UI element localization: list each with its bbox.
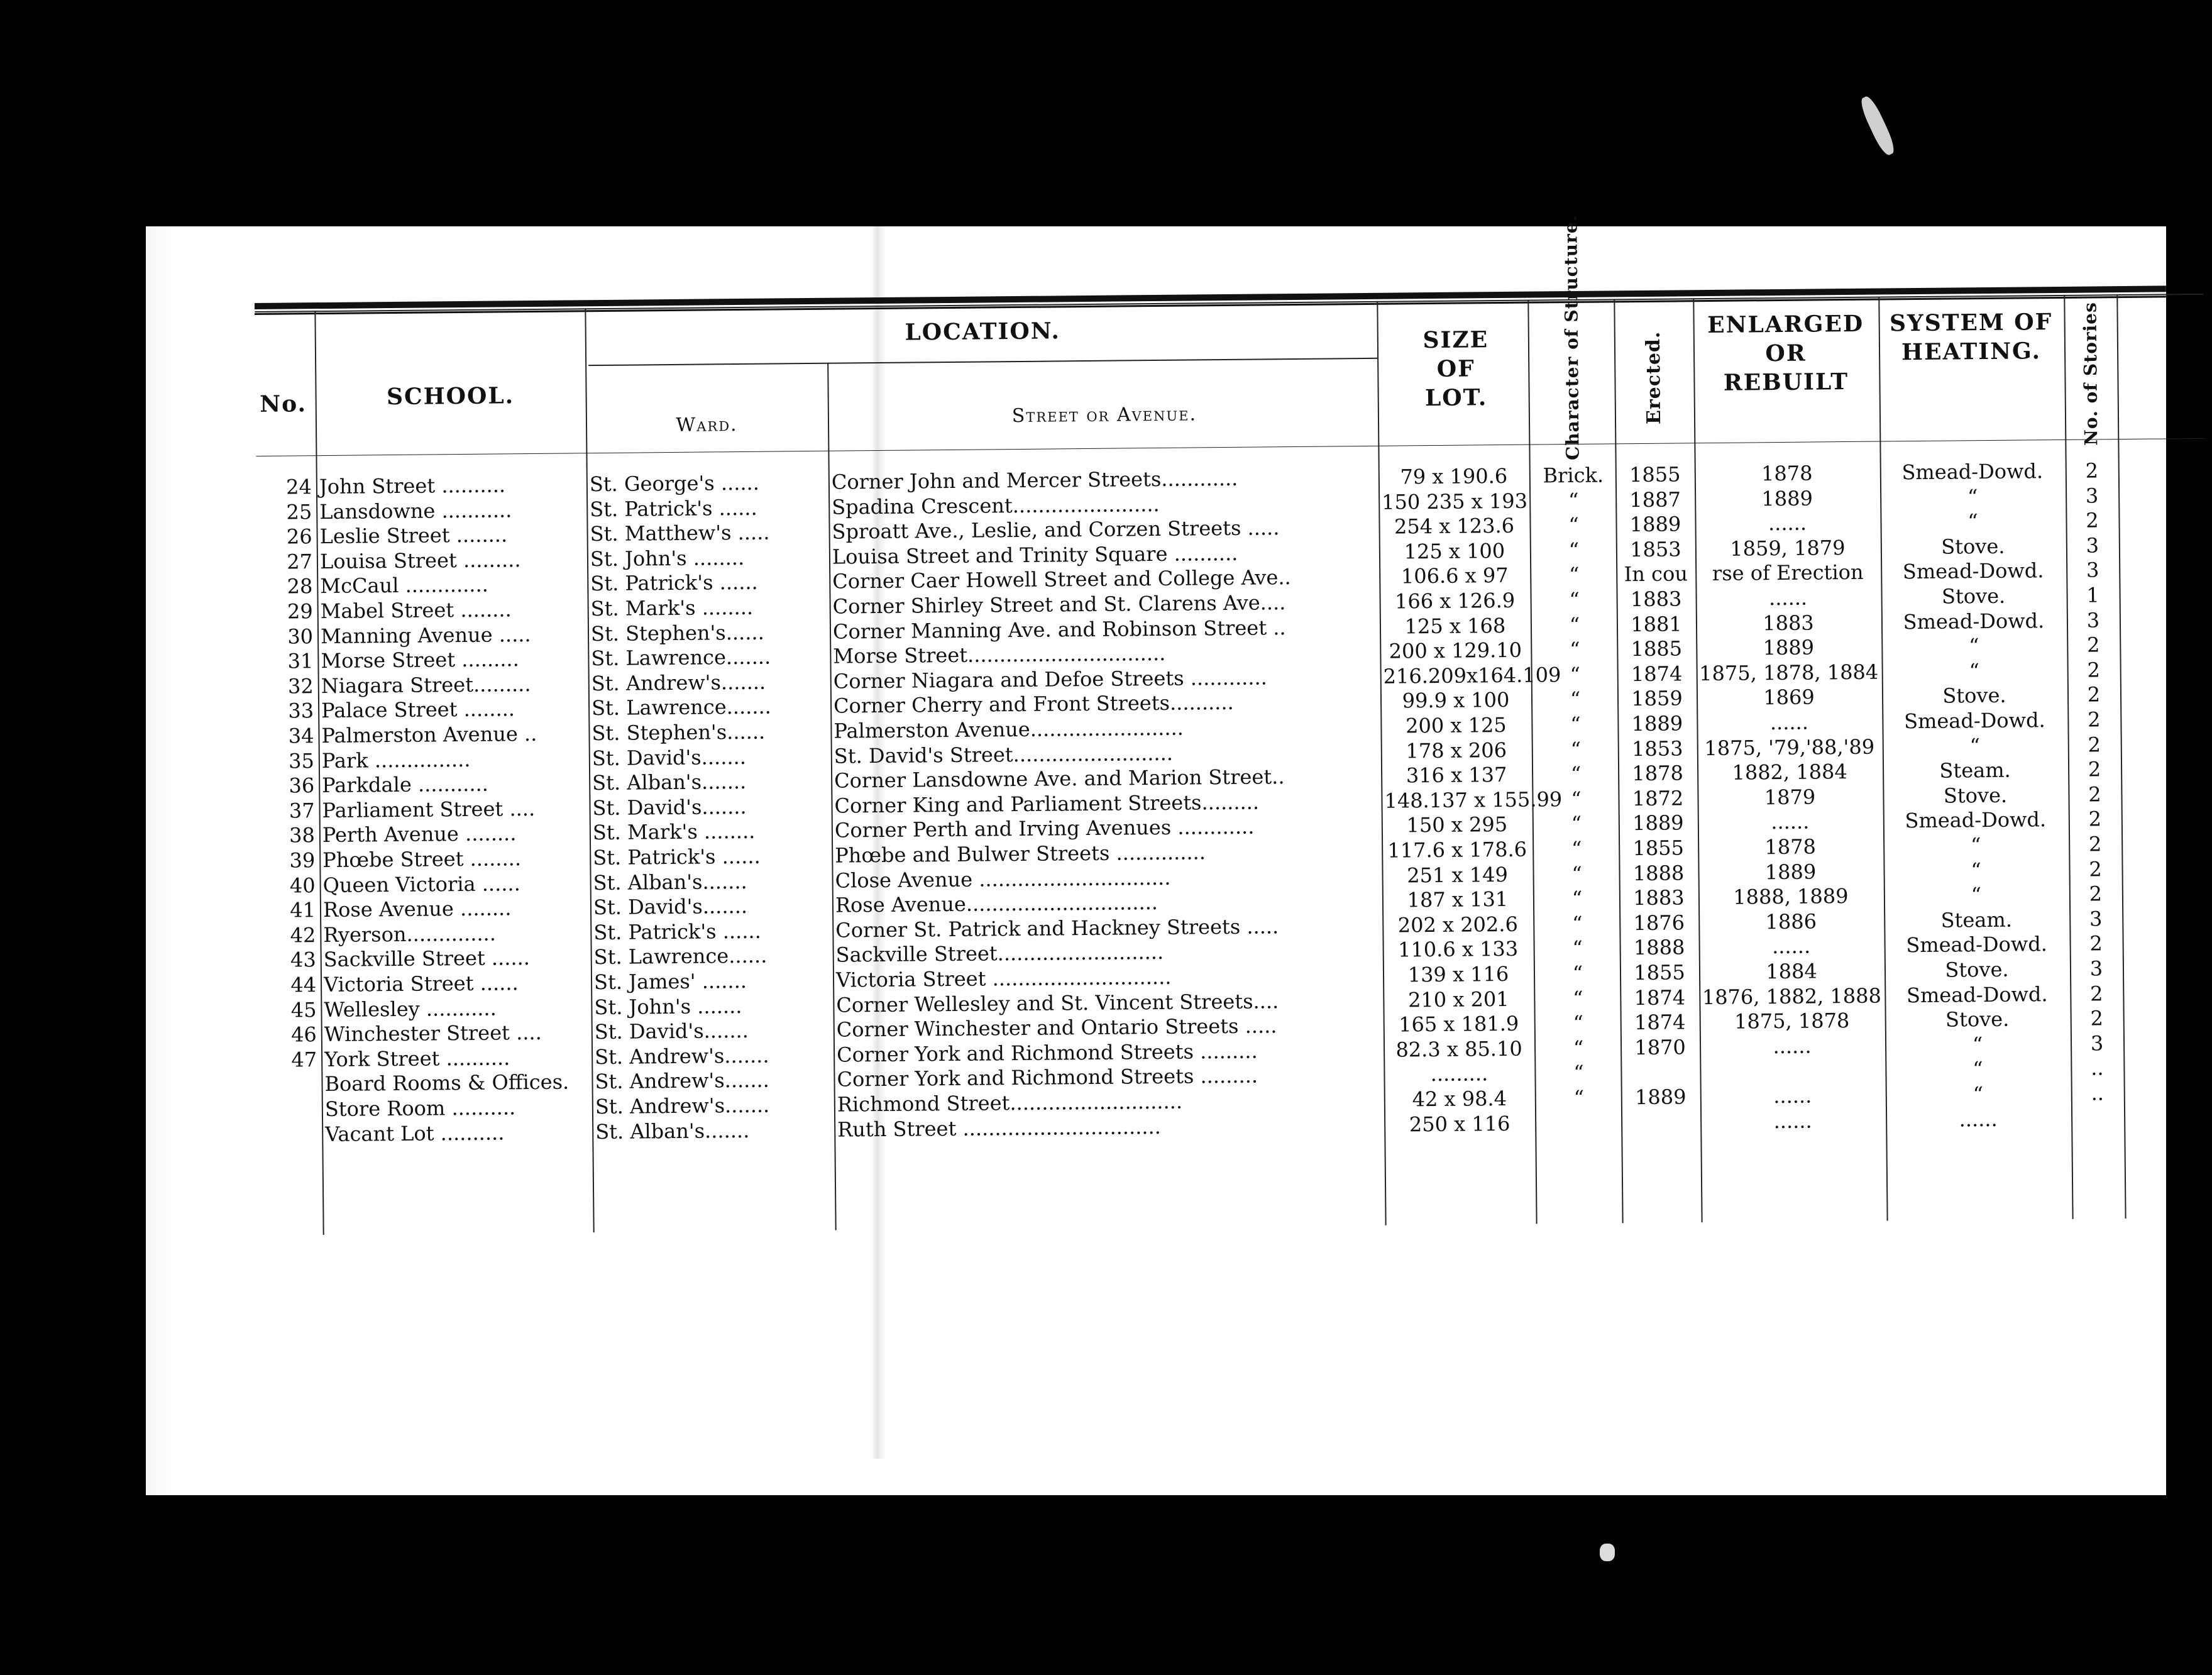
- cell-school: Victoria Street ......: [323, 971, 519, 997]
- cell-street: Corner York and Richmond Streets .........: [836, 1039, 1258, 1067]
- cell-erected: 1883: [1633, 885, 1685, 910]
- cell-no: 43: [290, 948, 316, 972]
- cell-ward: St. Stephen's......: [590, 620, 764, 646]
- cell-school: Board Rooms & Offices.: [324, 1070, 570, 1097]
- cell-heating: Stove.: [1943, 783, 2008, 808]
- cell-ward: St. Patrick's ......: [590, 495, 757, 521]
- cell-enlarged: rse of Erection: [1712, 560, 1864, 586]
- cell-street: Louisa Street and Trinity Square ..........: [832, 541, 1238, 569]
- cell-no: 36: [289, 773, 315, 798]
- cell-street: Corner Manning Ave. and Robinson Street ..: [832, 615, 1286, 644]
- cell-size: 250 x 116: [1409, 1111, 1510, 1136]
- cell-street: Corner Caer Howell Street and College Ave..: [832, 565, 1291, 594]
- cell-character: “: [1571, 812, 1582, 836]
- cell-heating: Steam.: [1939, 758, 2011, 783]
- cell-street: Corner St. Patrick and Hackney Streets .....: [835, 914, 1279, 943]
- cell-stories: 3: [2089, 956, 2103, 981]
- cell-school: Perth Avenue ........: [322, 821, 517, 848]
- cell-no: 38: [289, 823, 316, 848]
- cell-school: Niagara Street.........: [321, 672, 531, 698]
- header-enlarged: ENLARGED OR REBUILT: [1707, 310, 1864, 396]
- cell-ward: St. Patrick's ......: [590, 570, 758, 596]
- cell-character: Brick.: [1543, 463, 1604, 488]
- cell-ward: St. John's .......: [594, 993, 742, 1019]
- cell-heating: “: [1971, 883, 1982, 907]
- cell-size: 139 x 116: [1407, 961, 1509, 987]
- cell-school: Store Room ..........: [324, 1095, 516, 1122]
- cell-size: 79 x 190.6: [1400, 463, 1508, 489]
- cell-enlarged: 1876, 1882, 1888: [1702, 983, 1882, 1009]
- cell-ward: St. Mark's ........: [590, 595, 754, 621]
- cell-erected: 1889: [1634, 1085, 1687, 1110]
- cell-enlarged: 1879: [1764, 785, 1816, 810]
- cell-size: 82.3 x 85.10: [1395, 1036, 1522, 1062]
- cell-stories: 2: [2086, 508, 2099, 533]
- cell-character: “: [1568, 563, 1580, 587]
- cell-erected: 1855: [1632, 836, 1685, 861]
- cell-heating: Stove.: [1945, 957, 2009, 982]
- header-character: Character of Structure.: [1560, 214, 1583, 461]
- cell-heating: Smead-Dowd.: [1905, 807, 2047, 833]
- cell-enlarged: 1878: [1764, 834, 1817, 860]
- cell-ward: St. Patrick's ......: [593, 844, 761, 870]
- cell-no: 28: [287, 574, 313, 599]
- cell-no: 37: [289, 798, 315, 823]
- cell-heating: Smead-Dowd.: [1902, 558, 2044, 584]
- cell-enlarged: 1882, 1884: [1732, 760, 1847, 785]
- cell-stories: 2: [2089, 981, 2103, 1006]
- header-stories: No. of Stories: [2079, 302, 2102, 446]
- cell-school: Morse Street .........: [321, 647, 519, 673]
- cell-school: Ryerson..............: [323, 921, 497, 947]
- cell-size: .........: [1430, 1061, 1488, 1086]
- cell-school: Palmerston Avenue ..: [321, 721, 537, 748]
- cell-enlarged: ......: [1773, 1108, 1812, 1133]
- header-street: Street or Avenue.: [1011, 403, 1197, 428]
- cell-ward: St. Patrick's ......: [593, 919, 761, 944]
- cell-school: John Street ..........: [319, 473, 506, 499]
- cell-character: “: [1571, 861, 1582, 886]
- cell-ward: St. Mark's ........: [592, 819, 756, 845]
- cell-no: 25: [286, 499, 312, 524]
- cell-size: 166 x 126.9: [1394, 588, 1516, 614]
- cell-erected: 1883: [1630, 587, 1682, 612]
- cell-street: Phœbe and Bulwer Streets ..............: [835, 840, 1206, 868]
- cell-stories: 3: [2086, 533, 2099, 558]
- cell-enlarged: 1886: [1765, 909, 1817, 934]
- cell-heating: Steam.: [1940, 907, 2013, 932]
- cell-erected: 1874: [1634, 1010, 1686, 1035]
- cell-school: Palace Street ........: [321, 697, 515, 723]
- cell-size: 117.6 x 178.6: [1387, 837, 1527, 863]
- cell-erected: 1855: [1634, 960, 1685, 985]
- cell-ward: St. David's.......: [592, 744, 747, 770]
- cell-size: 148.137 x 155.99: [1384, 787, 1563, 813]
- cell-ward: St. David's.......: [592, 794, 747, 820]
- cell-erected: 1855: [1629, 462, 1681, 487]
- cell-stories: 2: [2088, 807, 2102, 831]
- cell-enlarged: 1889: [1763, 635, 1815, 660]
- cell-no: 29: [287, 599, 313, 624]
- cell-erected: In cou: [1624, 561, 1688, 587]
- cell-stories: 2: [2087, 682, 2101, 707]
- cell-stories: 3: [2086, 607, 2100, 633]
- cell-no: 44: [290, 973, 317, 997]
- cell-erected: 1888: [1632, 860, 1685, 885]
- cell-ward: St. Andrew's.......: [595, 1068, 770, 1094]
- cell-heating: “: [1972, 1032, 1983, 1057]
- cell-school: Leslie Street ........: [319, 522, 508, 549]
- cell-erected: 1859: [1631, 686, 1683, 711]
- cell-character: “: [1568, 513, 1579, 538]
- cell-heating: “: [1969, 658, 1980, 683]
- cell-heating: Smead-Dowd.: [1906, 932, 2048, 958]
- cell-stories: 2: [2085, 458, 2099, 483]
- cell-street: Sackville Street..........................: [835, 940, 1164, 968]
- cell-enlarged: 1875, '79,'88,'89: [1704, 734, 1875, 760]
- cell-heating: “: [1968, 634, 1979, 658]
- cell-no: 30: [287, 624, 314, 649]
- cell-ward: St. Andrew's.......: [594, 1043, 769, 1069]
- cell-school: Phœbe Street ........: [322, 846, 522, 873]
- cell-heating: Stove.: [1942, 683, 2006, 709]
- cell-erected: 1853: [1631, 736, 1683, 761]
- cell-erected: 1881: [1631, 612, 1682, 636]
- cell-stories: 2: [2088, 782, 2101, 807]
- cell-street: Corner Wellesley and St. Vincent Streets....: [836, 988, 1279, 1017]
- cell-size: 254 x 123.6: [1394, 514, 1515, 539]
- cell-no: 31: [287, 649, 314, 673]
- cell-school: Vacant Lot ..........: [325, 1120, 505, 1146]
- cell-school: Parliament Street ....: [322, 796, 536, 822]
- cell-school: Winchester Street ....: [324, 1020, 542, 1047]
- cell-ward: St. James' .......: [593, 968, 747, 995]
- cell-character: “: [1573, 986, 1583, 1010]
- cell-heating: “: [1971, 858, 1981, 882]
- cell-character: “: [1573, 1011, 1584, 1036]
- cell-heating: “: [1973, 1082, 1984, 1107]
- cell-street: Close Avenue ..............................: [835, 865, 1171, 893]
- cell-no: 42: [290, 922, 316, 948]
- header-location: LOCATION.: [905, 318, 1061, 346]
- cell-stories: 2: [2089, 856, 2102, 882]
- header-bottom-rule: [256, 438, 2204, 456]
- cell-enlarged: 1875, 1878: [1734, 1009, 1850, 1034]
- cell-character: “: [1571, 836, 1582, 861]
- cell-size: 150 235 x 193: [1382, 489, 1528, 514]
- cell-stories: [2072, 1105, 2123, 1106]
- cell-stories: 3: [2086, 558, 2099, 582]
- cell-enlarged: 1883: [1763, 611, 1814, 635]
- cell-erected: 1878: [1632, 761, 1684, 786]
- header-school: SCHOOL.: [386, 382, 515, 411]
- cell-no: 39: [289, 848, 316, 873]
- cell-stories: 2: [2088, 757, 2101, 782]
- cell-stories: 3: [2085, 483, 2099, 508]
- cell-stories: 2: [2089, 882, 2103, 906]
- cell-enlarged: ......: [1773, 1034, 1812, 1058]
- cell-ward: St. Alban's.......: [593, 869, 747, 895]
- page-edge: [146, 226, 172, 1495]
- cell-erected: 1889: [1632, 810, 1684, 836]
- cell-erected: [1622, 1059, 1698, 1060]
- cell-no: [261, 1072, 317, 1073]
- cell-size: 110.6 x 133: [1397, 937, 1519, 962]
- cell-school: Wellesley ...........: [324, 996, 497, 1022]
- cell-stories: 2: [2090, 1006, 2104, 1031]
- cell-erected: 1874: [1631, 661, 1683, 686]
- cell-erected: 1853: [1630, 537, 1681, 561]
- cell-ward: St. Alban's.......: [592, 770, 747, 795]
- cell-stories: 2: [2088, 732, 2101, 757]
- cell-enlarged: ......: [1771, 809, 1810, 834]
- cell-no: 46: [290, 1022, 317, 1047]
- cell-size: 150 x 295: [1406, 812, 1508, 838]
- cell-no: 47: [291, 1047, 317, 1072]
- cell-heating: “: [1967, 484, 1978, 509]
- cell-no: 32: [287, 673, 314, 699]
- cell-heating: Stove.: [1941, 583, 2006, 609]
- cell-street: Corner John and Mercer Streets............: [831, 466, 1238, 494]
- cell-heating: “: [1967, 509, 1978, 534]
- cell-size: 216.209x164.109: [1383, 662, 1561, 688]
- cell-erected: 1872: [1632, 786, 1684, 810]
- cell-no: 34: [288, 724, 314, 748]
- cell-size: 202 x 202.6: [1397, 912, 1518, 937]
- cell-stories: 2: [2089, 931, 2103, 956]
- cell-stories: 2: [2088, 707, 2101, 732]
- school-table: [255, 214, 2212, 1261]
- header-size: SIZE OF LOT.: [1422, 326, 1489, 412]
- cell-character: “: [1573, 1085, 1585, 1110]
- cell-heating: ......: [1959, 1107, 1998, 1132]
- cell-enlarged: ......: [1773, 1083, 1812, 1108]
- cell-street: Ruth Street ...............................: [837, 1114, 1162, 1142]
- cell-ward: St. Lawrence.......: [591, 644, 771, 671]
- cell-street: Richmond Street...........................: [837, 1089, 1183, 1117]
- cell-ward: St. Andrew's.......: [591, 670, 766, 695]
- cell-character: “: [1568, 488, 1579, 512]
- cell-school: Rose Avenue ........: [322, 896, 512, 922]
- cell-character: “: [1570, 737, 1582, 761]
- cell-street: Corner Niagara and Defoe Streets ............: [833, 665, 1267, 694]
- cell-no: 45: [290, 997, 317, 1022]
- cell-ward: St. Andrew's.......: [595, 1093, 770, 1119]
- cell-character: “: [1573, 1061, 1584, 1085]
- cell-character: “: [1570, 662, 1581, 687]
- cell-school: Louisa Street .........: [319, 547, 521, 573]
- cell-no: 40: [289, 873, 316, 898]
- cell-character: “: [1572, 936, 1583, 961]
- cell-heating: Smead-Dowd.: [1903, 608, 2045, 634]
- cell-erected: 1889: [1629, 512, 1681, 537]
- cell-erected: 1876: [1633, 910, 1685, 935]
- cell-street: Corner Perth and Irving Avenues ............: [834, 814, 1255, 843]
- cell-street: Morse Street...............................: [833, 641, 1166, 668]
- cell-ward: St. Stephen's......: [592, 719, 766, 746]
- cell-school: York Street ..........: [324, 1046, 510, 1071]
- cell-size: 125 x 100: [1404, 538, 1505, 564]
- cell-erected: 1887: [1629, 487, 1681, 512]
- cell-stories: 3: [2090, 1031, 2104, 1056]
- cell-ward: St. Matthew's .....: [590, 520, 770, 546]
- cell-size: 210 x 201: [1407, 987, 1509, 1012]
- cell-ward: St. John's ........: [590, 545, 745, 571]
- cell-enlarged: ......: [1771, 934, 1811, 959]
- cell-stories: 2: [2088, 832, 2102, 856]
- cell-character: “: [1570, 687, 1581, 712]
- cell-character: “: [1569, 612, 1580, 637]
- cell-school: Manning Avenue .....: [320, 622, 531, 648]
- cell-enlarged: 1884: [1766, 959, 1817, 984]
- cell-enlarged: 1889: [1764, 860, 1817, 884]
- cell-erected: 1870: [1634, 1035, 1686, 1059]
- cell-heating: “: [1973, 1057, 1983, 1081]
- cell-size: 251 x 149: [1407, 862, 1509, 887]
- cell-heating: “: [1969, 733, 1981, 758]
- cell-school: Parkdale ...........: [322, 771, 489, 798]
- cell-ward: St. Lawrence......: [593, 944, 768, 970]
- cell-street: Corner York and Richmond Streets .........: [837, 1063, 1258, 1092]
- cell-erected: 1889: [1631, 711, 1683, 736]
- cell-school: Queen Victoria ......: [322, 871, 520, 897]
- cell-character: “: [1572, 961, 1583, 986]
- cell-stories: 1: [2086, 583, 2099, 607]
- cell-enlarged: ......: [1768, 511, 1807, 536]
- cell-character: “: [1573, 1036, 1584, 1060]
- location-subrule: [588, 358, 1377, 366]
- header-erected: Erected.: [1642, 331, 1666, 425]
- cell-school: Park ...............: [321, 747, 471, 773]
- cell-street: Sproatt Ave., Leslie, and Corzen Streets .....: [832, 516, 1280, 544]
- cell-erected: 1885: [1631, 636, 1683, 661]
- cell-street: Corner King and Parliament Streets.........: [834, 790, 1260, 818]
- cell-character: “: [1571, 911, 1583, 936]
- cell-street: Palmerston Avenue........................: [834, 716, 1184, 743]
- cell-character: “: [1568, 538, 1580, 562]
- cell-enlarged: 1859, 1879: [1730, 535, 1846, 561]
- cell-street: Victoria Street ............................: [835, 965, 1172, 992]
- cell-stories: 3: [2089, 907, 2103, 931]
- cell-erected: [1623, 1109, 1698, 1110]
- cell-size: 178 x 206: [1406, 738, 1507, 763]
- cell-enlarged: 1869: [1763, 685, 1815, 710]
- cell-no: 33: [288, 699, 314, 723]
- cell-school: Lansdowne ...........: [319, 497, 512, 524]
- cell-ward: St. George's ......: [589, 470, 760, 497]
- cell-no: 24: [286, 475, 312, 499]
- cell-no: 35: [288, 748, 315, 773]
- cell-size: 99.9 x 100: [1402, 688, 1510, 713]
- cell-character: “: [1569, 587, 1580, 612]
- cell-street: Corner Cherry and Front Streets..........: [833, 690, 1234, 719]
- cell-street: Corner Shirley Street and St. Clarens Ave....: [832, 590, 1286, 619]
- cell-street: Corner Winchester and Ontario Streets .....: [836, 1014, 1277, 1042]
- cell-size: 200 x 125: [1405, 712, 1507, 738]
- cell-ward: St. David's.......: [594, 1019, 749, 1044]
- cell-street: Corner Lansdowne Ave. and Marion Street..: [834, 765, 1285, 793]
- cell-no: 41: [290, 898, 316, 922]
- cell-no: 27: [287, 549, 313, 574]
- scan-speck: [1857, 94, 1898, 158]
- scan-speck: [1600, 1544, 1615, 1561]
- cell-enlarged: 1878: [1761, 461, 1813, 486]
- cell-character: “: [1571, 787, 1582, 811]
- cell-character: “: [1570, 762, 1582, 787]
- cell-heating: Smead-Dowd.: [1906, 981, 2048, 1007]
- cell-stories: ..: [2091, 1056, 2104, 1080]
- cell-no: 26: [286, 524, 312, 549]
- cell-size: 200 x 129.10: [1389, 638, 1522, 663]
- cell-heating: “: [1970, 833, 1981, 858]
- cell-size: 42 x 98.4: [1412, 1086, 1507, 1112]
- cell-enlarged: 1888, 1889: [1733, 884, 1849, 909]
- cell-stories: 2: [2087, 658, 2101, 682]
- cell-size: 106.6 x 97: [1400, 563, 1509, 589]
- cell-stories: 2: [2086, 633, 2100, 657]
- cell-ward: St. Alban's.......: [595, 1118, 750, 1144]
- header-heating: SYSTEM OF HEATING.: [1889, 309, 2053, 366]
- cell-school: McCaul .............: [320, 573, 488, 599]
- header-no: No.: [260, 390, 307, 417]
- cell-heating: Smead-Dowd.: [1901, 459, 2044, 485]
- cell-size: 316 x 137: [1406, 763, 1507, 788]
- cell-enlarged: 1889: [1761, 486, 1813, 511]
- cell-street: Rose Avenue..............................: [835, 890, 1158, 917]
- cell-character: “: [1570, 712, 1581, 737]
- cell-enlarged: ......: [1769, 710, 1809, 735]
- cell-character: “: [1571, 887, 1583, 911]
- cell-erected: 1874: [1634, 985, 1686, 1010]
- cell-street: St. David's Street.........................: [834, 741, 1174, 768]
- cell-size: 125 x 168: [1404, 613, 1506, 639]
- cell-size: 165 x 181.9: [1399, 1011, 1519, 1037]
- cell-ward: St. Lawrence.......: [591, 694, 772, 721]
- cell-heating: Smead-Dowd.: [1903, 708, 2045, 734]
- cell-enlarged: ......: [1768, 585, 1808, 611]
- cell-school: Sackville Street ......: [323, 946, 531, 972]
- cell-character: “: [1569, 638, 1580, 662]
- cell-enlarged: 1875, 1878, 1884: [1699, 660, 1879, 685]
- header-ward: Ward.: [676, 414, 738, 436]
- cell-street: Spadina Crescent.......................: [832, 492, 1160, 519]
- cell-erected: 1888: [1633, 935, 1685, 960]
- cell-ward: St. David's.......: [593, 894, 748, 920]
- cell-size: 187 x 131: [1407, 887, 1509, 912]
- cell-school: Mabel Street ........: [320, 597, 512, 624]
- cell-heating: Stove.: [1945, 1007, 2010, 1032]
- cell-heating: Stove.: [1941, 534, 2005, 559]
- cell-stories: ..: [2091, 1081, 2105, 1105]
